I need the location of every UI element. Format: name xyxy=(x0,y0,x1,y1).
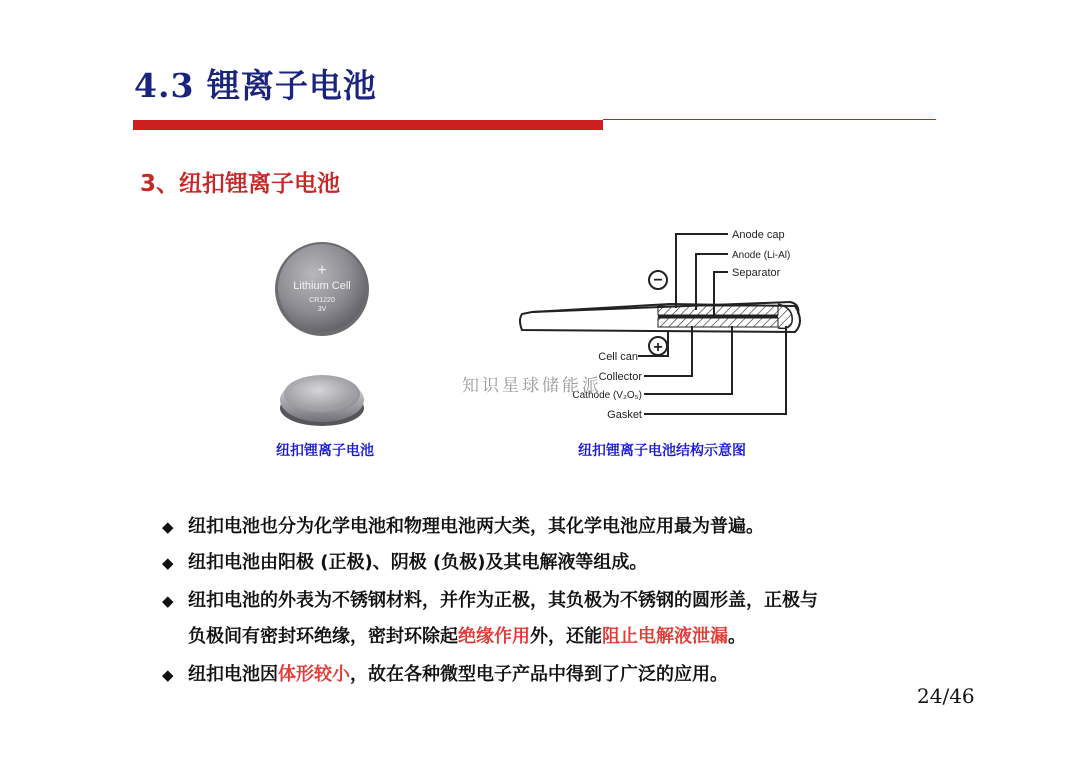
coin-cell-structure-diagram xyxy=(510,222,820,427)
watermark: 知识星球储能派 xyxy=(462,376,602,396)
diamond-bullet-icon: ◆ xyxy=(162,592,174,610)
bullet-3-text-a: 负极间有密封环绝缘，密封环除起 xyxy=(188,626,458,647)
bullet-4-text-a: 纽扣电池因 xyxy=(188,664,278,685)
label-separator: Separator xyxy=(732,267,781,279)
bullet-text-1: 纽扣电池也分为化学电池和物理电池两大类，其化学电池应用最为普遍。 xyxy=(188,516,764,537)
title-underline-thick xyxy=(133,120,603,130)
section-subtitle: 3、纽扣锂离子电池 xyxy=(140,171,341,197)
minus-sign: − xyxy=(653,272,663,289)
highlight-leak-prevention: 阻止电解液泄漏 xyxy=(602,626,728,647)
title-underline-thin xyxy=(603,119,936,120)
label-cell-can: Cell can xyxy=(598,351,638,363)
bullet-4-text-b: ，故在各种微型电子产品中得到了广泛的应用。 xyxy=(350,664,728,685)
page-number: 24/46 xyxy=(917,684,975,708)
coin-cell-photo xyxy=(215,230,435,440)
label-collector: Collector xyxy=(598,371,642,383)
label-gasket: Gasket xyxy=(607,409,642,421)
coin-plus-text: + xyxy=(317,262,327,279)
highlight-insulation: 绝缘作用 xyxy=(458,626,530,647)
bullet-item-3-line2 xyxy=(188,622,746,648)
diamond-bullet-icon: ◆ xyxy=(162,518,174,536)
bullet-item-1 xyxy=(162,512,764,538)
coin-brand-text: Lithium Cell xyxy=(293,280,351,292)
highlight-small-size: 体形较小 xyxy=(278,664,350,685)
label-cathode: Cathode (V₂O₅) xyxy=(572,390,642,401)
left-figure-caption: 纽扣锂离子电池 xyxy=(276,443,374,459)
bullet-3-text-c: 。 xyxy=(728,626,746,647)
right-figure-caption: 纽扣锂离子电池结构示意图 xyxy=(578,443,746,459)
plus-sign: + xyxy=(653,339,663,356)
coin-bottom-face xyxy=(284,375,360,413)
bullet-item-3 xyxy=(162,586,818,612)
label-anode-cap: Anode cap xyxy=(732,229,785,241)
bullet-item-2 xyxy=(162,548,647,574)
bullet-text-2: 纽扣电池由阳极 (正极)、阴极 (负极)及其电解液等组成。 xyxy=(188,552,648,573)
bullet-item-4 xyxy=(162,660,728,686)
bullet-text-3-line1: 纽扣电池的外表为不锈钢材料，并作为正极，其负极为不锈钢的圆形盖，正极与 xyxy=(188,590,818,611)
leader-anode xyxy=(696,254,728,310)
diamond-bullet-icon: ◆ xyxy=(162,554,174,572)
bullet-3-text-b: 外，还能 xyxy=(530,626,602,647)
label-anode: Anode (Li-Al) xyxy=(732,250,791,261)
diamond-bullet-icon: ◆ xyxy=(162,666,174,684)
coin-model-text: CR1220 xyxy=(309,297,335,304)
cathode-layer xyxy=(658,318,778,327)
coin-voltage-text: 3V xyxy=(317,306,327,313)
slide-title: 4.3 锂离子电池 xyxy=(134,66,377,105)
